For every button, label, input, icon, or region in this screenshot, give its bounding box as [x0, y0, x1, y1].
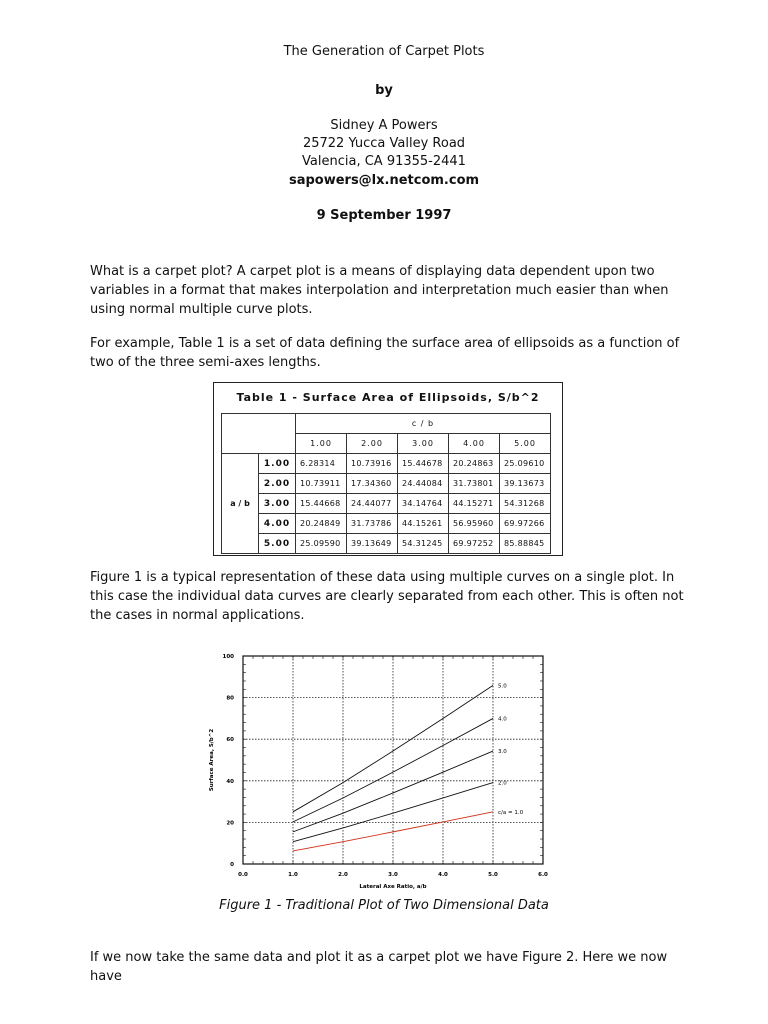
table-cell: 54.31245 [398, 534, 449, 554]
series-label: 3.0 [498, 749, 507, 756]
chart-labels [209, 683, 524, 890]
col-header: 5.00 [500, 434, 551, 454]
col-header: 2.00 [347, 434, 398, 454]
table-cell: 44.15271 [449, 494, 500, 514]
x-tick-label: 0.0 [238, 872, 248, 878]
series-label: c/a = 1.0 [498, 809, 524, 816]
x-tick-label: 2.0 [338, 872, 348, 878]
x-tick-label: 1.0 [288, 872, 298, 878]
byline: by [375, 83, 393, 98]
table-cell: 25.09610 [500, 454, 551, 474]
table-cell: 56.95960 [449, 514, 500, 534]
document-title: The Generation of Carpet Plots [283, 44, 485, 59]
y-tick-label: 100 [222, 654, 234, 660]
table-cell: 69.97252 [449, 534, 500, 554]
row-group-label: a / b [222, 454, 259, 554]
x-tick-label: 6.0 [538, 872, 548, 878]
row-header: 5.00 [259, 534, 296, 554]
table-cell: 24.44077 [347, 494, 398, 514]
row-header: 4.00 [259, 514, 296, 534]
paragraph-example: For example, Table 1 is a set of data defining the surface area of ellipsoids as a function of two of the three semi-axes lengths. [90, 336, 680, 370]
table-cell: 25.09590 [296, 534, 347, 554]
col-header: 3.00 [398, 434, 449, 454]
paragraph-figure-intro: Figure 1 is a typical representation of these data using multiple curves on a single plot. In this case the individual data curves are clearly separated from each other. This is often not the cases in normal applications. [90, 570, 684, 623]
y-tick-label: 80 [226, 695, 234, 702]
table-cell: 17.34360 [347, 474, 398, 494]
x-tick-label: 5.0 [488, 872, 498, 878]
table-cell: 44.15261 [398, 514, 449, 534]
x-tick-label: 3.0 [388, 872, 398, 878]
table-cell: 31.73786 [347, 514, 398, 534]
table-cell: 85.88845 [500, 534, 551, 554]
table-cell: 15.44668 [296, 494, 347, 514]
series-label: 4.0 [498, 716, 507, 723]
row-header: 1.00 [259, 454, 296, 474]
col-header: 4.00 [449, 434, 500, 454]
table-cell: 6.28314 [296, 454, 347, 474]
table-cell: 10.73916 [347, 454, 398, 474]
table-cell: 69.97266 [500, 514, 551, 534]
paragraph-carpet-intro: If we now take the same data and plot it as a carpet plot we have Figure 2. Here we now have [90, 950, 668, 984]
y-tick-label: 40 [226, 778, 234, 785]
table-cell: 15.44678 [398, 454, 449, 474]
table-corner [222, 414, 296, 454]
col-group-label: c / b [296, 414, 551, 434]
address-line-1: 25722 Yucca Valley Road [302, 136, 466, 151]
table-1 [213, 382, 563, 556]
author-name: Sidney A Powers [330, 118, 438, 133]
x-axis-label: Lateral Axe Ratio, a/b [359, 884, 427, 890]
y-axis-label: Surface Area, S/b^2 [209, 728, 215, 792]
row-header: 3.00 [259, 494, 296, 514]
x-tick-label: 4.0 [438, 872, 448, 878]
table-title: Table 1 - Surface Area of Ellipsoids, S/b^2 [236, 391, 540, 404]
figure-1-chart [200, 648, 560, 893]
series-label: 2.0 [498, 780, 507, 787]
surface-area-table [221, 413, 551, 554]
y-tick-label: 20 [226, 820, 234, 827]
table-cell: 10.73911 [296, 474, 347, 494]
table-cell: 20.24863 [449, 454, 500, 474]
row-header: 2.00 [259, 474, 296, 494]
address-line-2: Valencia, CA 91355-2441 [302, 154, 466, 169]
table-cell: 24.44084 [398, 474, 449, 494]
figure-caption: Figure 1 - Traditional Plot of Two Dimensional Data [219, 898, 549, 913]
y-tick-label: 60 [226, 737, 234, 744]
col-header: 1.00 [296, 434, 347, 454]
table-cell: 39.13673 [500, 474, 551, 494]
table-cell: 34.14764 [398, 494, 449, 514]
paragraph-intro: What is a carpet plot? A carpet plot is a means of displaying data dependent upon two variables in a format that makes interpolation and interpretation much easier than when using normal multiple curve plots. [90, 264, 669, 317]
series-label: 5.0 [498, 683, 507, 690]
author-email: sapowers@lx.netcom.com [288, 173, 480, 188]
y-tick-label: 0 [230, 862, 234, 868]
table-cell: 39.13649 [347, 534, 398, 554]
document-date: 9 September 1997 [316, 208, 452, 223]
table-cell: 20.24849 [296, 514, 347, 534]
table-cell: 54.31268 [500, 494, 551, 514]
table-cell: 31.73801 [449, 474, 500, 494]
